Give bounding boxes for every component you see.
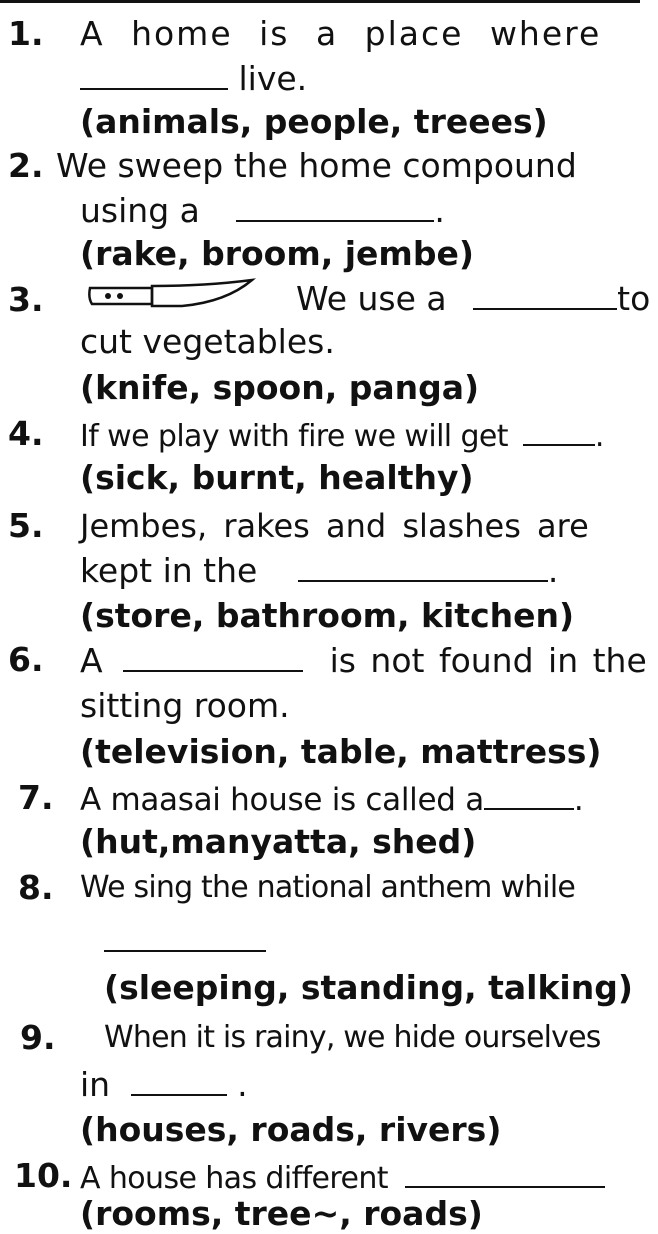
question-text-cont: cut vegetables. xyxy=(80,322,335,361)
question-number: 8. xyxy=(18,868,54,907)
question-text-cont: using a xyxy=(80,191,200,230)
question-text: A xyxy=(80,641,103,680)
question-number: 4. xyxy=(8,414,44,453)
question-text: A maasai house is called a xyxy=(80,782,484,818)
answer-blank[interactable] xyxy=(298,550,548,582)
answer-options: (animals, people, treees) xyxy=(80,102,548,141)
question-text-cont: sitting room. xyxy=(80,686,290,725)
question-number: 5. xyxy=(8,506,44,545)
question-text: Jembes, rakes and slashes are xyxy=(80,507,589,545)
answer-options: (houses, roads, rivers) xyxy=(80,1110,502,1149)
answer-blank[interactable] xyxy=(473,278,617,310)
answer-blank[interactable] xyxy=(484,778,574,810)
answer-options: (hut,manyatta, shed) xyxy=(80,822,477,861)
punctuation: . xyxy=(547,551,559,590)
answer-blank[interactable] xyxy=(236,190,434,222)
question-text: We sweep the home compound xyxy=(56,146,577,185)
question-number: 6. xyxy=(8,640,44,679)
question-text: If we play with fire we will get xyxy=(80,419,508,454)
question-text-2: is not found in the xyxy=(329,641,647,680)
question-number: 7. xyxy=(18,778,54,817)
answer-blank[interactable] xyxy=(123,640,303,672)
knife-icon xyxy=(86,276,256,316)
question-text: When it is rainy, we hide ourselves xyxy=(104,1020,601,1055)
answer-options: (television, table, mattress) xyxy=(80,732,602,771)
question-number: 1. xyxy=(8,14,44,53)
question-text: We use a xyxy=(296,279,447,318)
answer-blank[interactable] xyxy=(104,920,266,952)
answer-options: (store, bathroom, kitchen) xyxy=(80,596,575,635)
question-number: 9. xyxy=(20,1018,56,1057)
answer-blank[interactable] xyxy=(405,1156,605,1188)
question-text-cont: live. xyxy=(238,59,308,98)
question-text-cont: in xyxy=(80,1065,111,1104)
answer-blank[interactable] xyxy=(80,58,228,90)
answer-options: (rake, broom, jembe) xyxy=(80,234,474,273)
question-text: A house has different xyxy=(80,1161,388,1196)
punctuation: . xyxy=(237,1065,248,1104)
answer-options: (sleeping, standing, talking) xyxy=(104,968,633,1007)
question-text: We sing the national anthem while xyxy=(80,870,576,905)
punctuation: . xyxy=(594,419,604,454)
top-rule xyxy=(0,0,640,3)
punctuation: . xyxy=(434,191,445,230)
answer-blank[interactable] xyxy=(523,414,595,446)
answer-options: (sick, burnt, healthy) xyxy=(80,458,474,497)
question-number: 2. xyxy=(8,146,44,185)
punctuation: . xyxy=(573,782,584,818)
question-text-end: to xyxy=(617,279,651,318)
answer-options: (rooms, tree~, roads) xyxy=(80,1194,483,1233)
question-number: 10. xyxy=(14,1156,73,1195)
question-text: A home is a place where xyxy=(80,14,602,53)
question-text-cont: kept in the xyxy=(80,551,258,590)
answer-options: (knife, spoon, panga) xyxy=(80,368,480,407)
answer-blank[interactable] xyxy=(131,1064,227,1096)
question-number: 3. xyxy=(8,280,44,319)
